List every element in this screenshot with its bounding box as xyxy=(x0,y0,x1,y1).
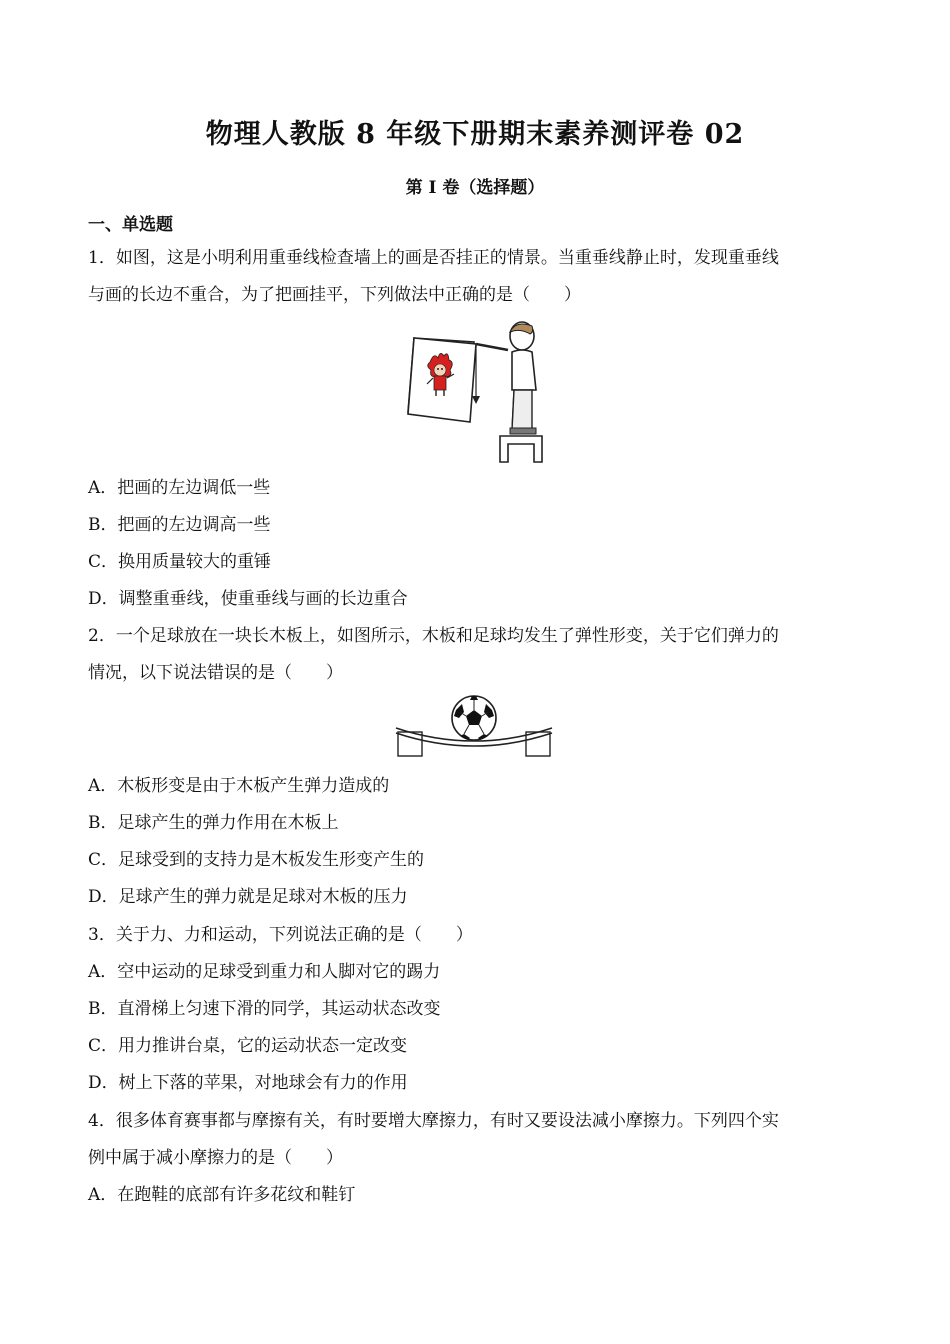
q1-option-c: C．换用质量较大的重锤 xyxy=(88,552,272,572)
q2-option-d: D．足球产生的弹力就是足球对木板的压力 xyxy=(88,887,408,907)
q2-stem-line1: 2．一个足球放在一块长木板上，如图所示，木板和足球均发生了弹性形变，关于它们弹力的 xyxy=(88,626,779,646)
paper-subtitle: 第 I 卷（选择题） xyxy=(405,178,545,198)
ball-on-board-figure xyxy=(392,692,558,764)
q1-stem-line2: 与画的长边不重合，为了把画挂平，下列做法中正确的是（ ） xyxy=(88,285,581,305)
soccer-ball-icon xyxy=(452,696,496,740)
q3-option-c: C．用力推讲台桌，它的运动状态一定改变 xyxy=(88,1036,408,1056)
q3-option-d: D．树上下落的苹果，对地球会有力的作用 xyxy=(88,1073,408,1093)
section-heading: 一、单选题 xyxy=(88,215,173,235)
q2-option-a: A．木板形变是由于木板产生弹力造成的 xyxy=(88,776,390,796)
plumb-line-figure xyxy=(400,318,550,464)
q4-stem-line2: 例中属于减小摩擦力的是（ ） xyxy=(88,1148,343,1168)
q4-stem-line1: 4．很多体育赛事都与摩擦有关，有时要增大摩擦力，有时又要设法减小摩擦力。下列四个实 xyxy=(88,1111,779,1131)
q4-option-a: A．在跑鞋的底部有许多花纹和鞋钉 xyxy=(88,1185,356,1205)
q2-stem-line2: 情况，以下说法错误的是（ ） xyxy=(88,663,343,683)
q1-option-a: A．把画的左边调低一些 xyxy=(88,478,271,498)
q1-option-d: D．调整重垂线，使重垂线与画的长边重合 xyxy=(88,589,408,609)
q1-stem-line1: 1．如图，这是小明利用重垂线检查墙上的画是否挂正的情景。当重垂线静止时，发现重垂线 xyxy=(88,248,779,268)
q3-option-b: B．直滑梯上匀速下滑的同学，其运动状态改变 xyxy=(88,999,441,1019)
q1-option-b: B．把画的左边调高一些 xyxy=(88,515,271,535)
q2-option-c: C．足球受到的支持力是木板发生形变产生的 xyxy=(88,850,425,870)
q3-stem: 3．关于力、力和运动，下列说法正确的是（ ） xyxy=(88,925,473,945)
page-title: 物理人教版 8 年级下册期末素养测评卷 02 xyxy=(205,119,745,150)
q2-option-b: B．足球产生的弹力作用在木板上 xyxy=(88,813,339,833)
q3-option-a: A．空中运动的足球受到重力和人脚对它的踢力 xyxy=(88,962,441,982)
